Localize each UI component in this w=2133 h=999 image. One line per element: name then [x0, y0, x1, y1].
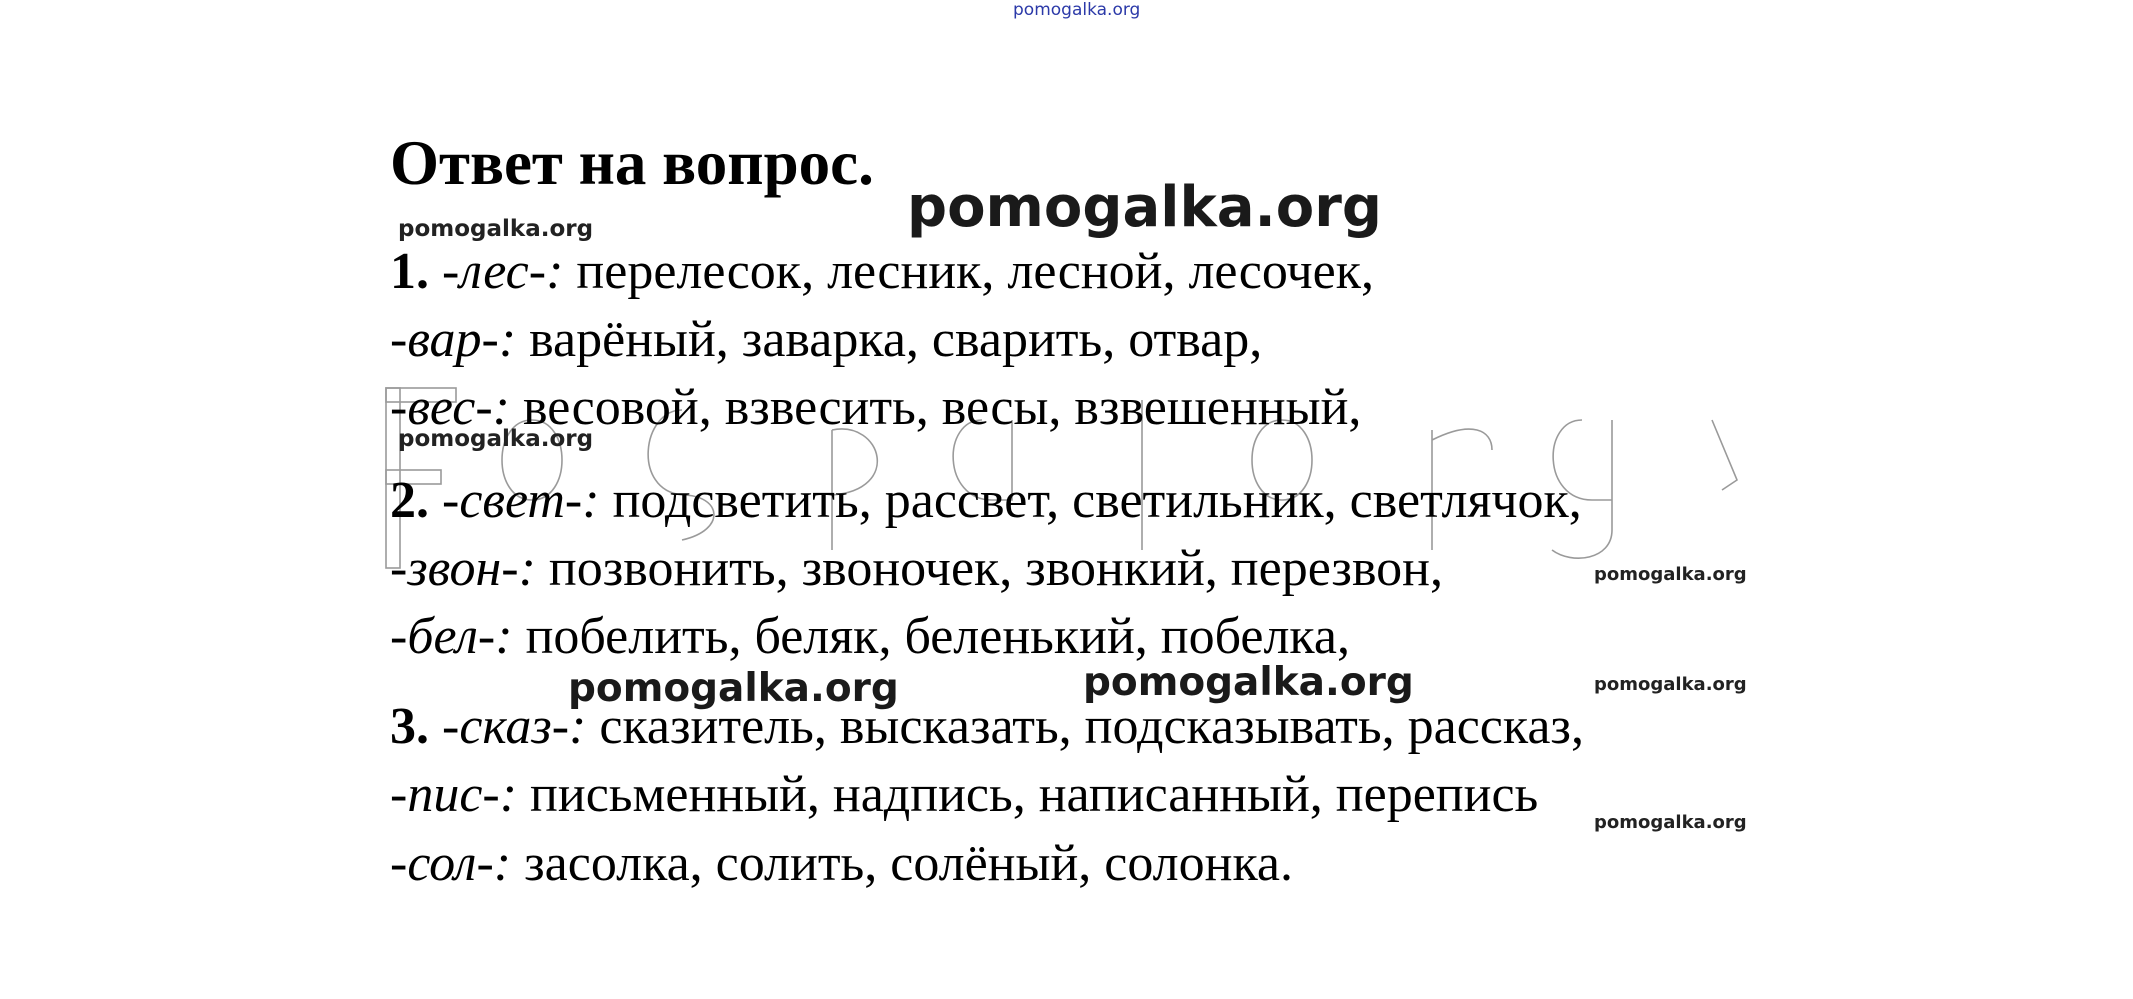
word-root: -бел-: — [390, 608, 513, 665]
section-number: 2. — [390, 472, 429, 529]
word-root: -лес-: — [442, 243, 564, 300]
page-title: Ответ на вопрос. — [390, 128, 874, 198]
watermark-large: pomogalka.org — [907, 175, 1382, 240]
answer-line — [390, 311, 1263, 368]
word-root: -пис-: — [390, 766, 518, 823]
watermark-medium: pomogalka.org — [1083, 660, 1414, 705]
section-number: 1. — [390, 243, 429, 300]
answer-line — [390, 243, 1375, 300]
section-number: 3. — [390, 698, 429, 755]
word-list: побелить, беляк, беленький, побелка, — [512, 608, 1350, 665]
watermark-small: pomogalka.org — [398, 426, 594, 452]
answer-line — [390, 540, 1443, 597]
word-list: перелесок, лесник, лесной, лесочек, — [563, 243, 1375, 300]
word-root: -вар-: — [390, 311, 517, 368]
answer-line — [390, 835, 1294, 892]
word-list: подсветить, рассвет, светильник, светлячок, — [599, 472, 1582, 529]
word-root: -звон-: — [390, 540, 536, 597]
answer-line — [390, 472, 1582, 529]
answer-line — [390, 698, 1584, 755]
word-list: засолка, солить, солёный, солонка. — [511, 835, 1294, 892]
watermark-small: pomogalka.org — [1594, 812, 1747, 833]
watermark-small: pomogalka.org — [1594, 674, 1747, 695]
word-root: -сказ-: — [442, 698, 587, 755]
word-root: -свет-: — [442, 472, 600, 529]
word-root: -вес-: — [390, 379, 510, 436]
word-list: весовой, взвесить, весы, взвешенный, — [510, 379, 1362, 436]
watermark-small: pomogalka.org — [1594, 564, 1747, 585]
answer-line — [390, 608, 1350, 665]
watermark-small: pomogalka.org — [398, 216, 594, 242]
watermark-medium: pomogalka.org — [568, 666, 899, 711]
word-list: сказитель, высказать, подсказывать, рассказ, — [586, 698, 1584, 755]
answer-line — [390, 766, 1539, 823]
word-root: -сол-: — [390, 835, 512, 892]
word-list: варёный, заварка, сварить, отвар, — [516, 311, 1263, 368]
word-list: позвонить, звоночек, звонкий, перезвон, — [535, 540, 1443, 597]
word-list: письменный, надпись, написанный, перепись — [517, 766, 1539, 823]
top-watermark: pomogalka.org — [1013, 0, 1141, 20]
